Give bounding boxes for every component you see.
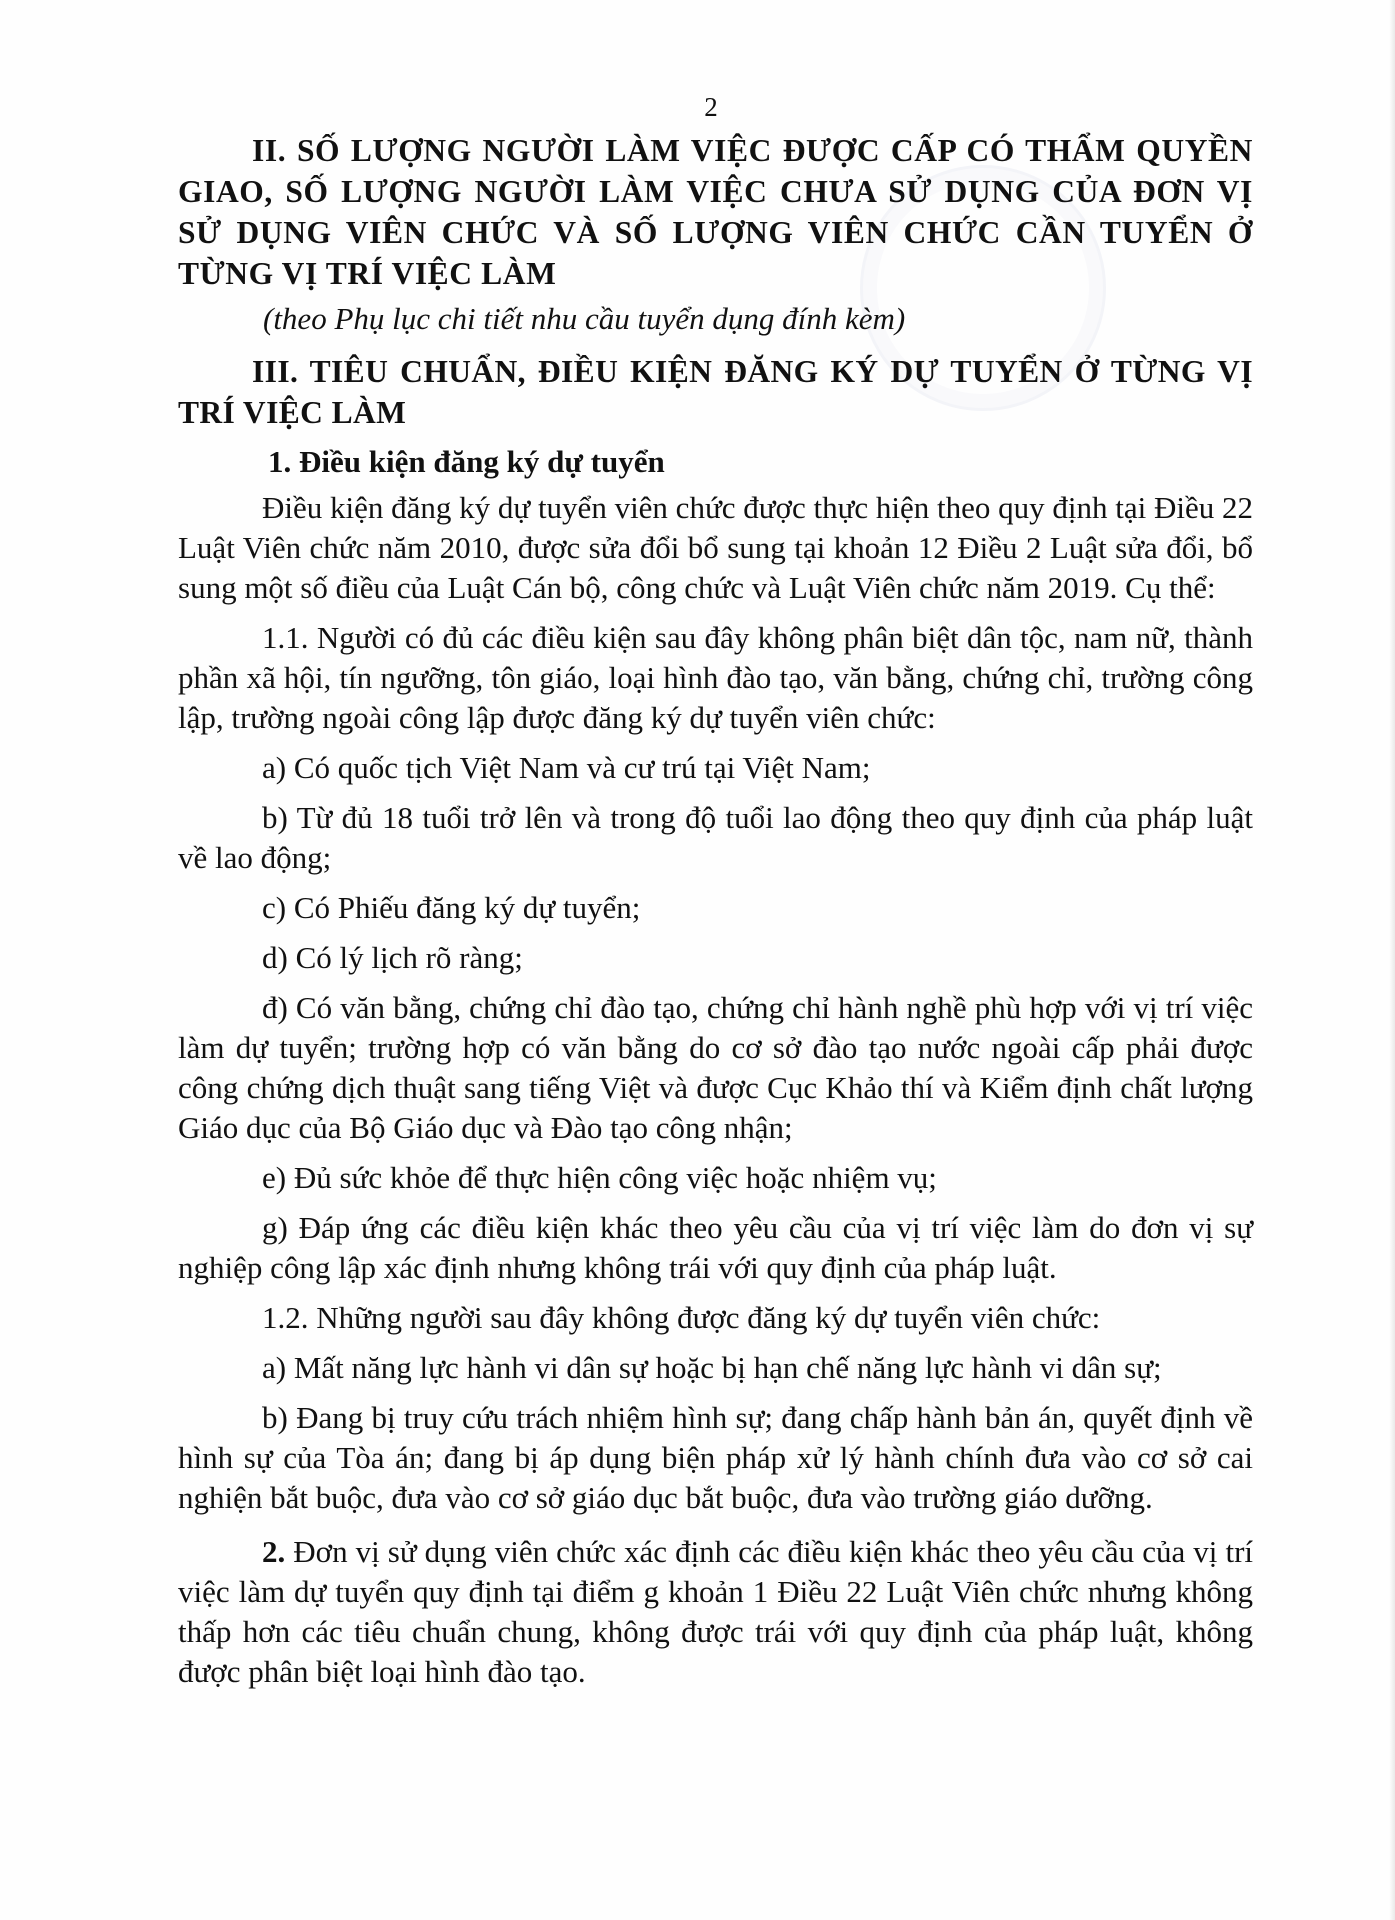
clause-1-1 bbox=[178, 618, 1253, 738]
condition-item bbox=[178, 748, 1253, 788]
condition-a: a) Có quốc tịch Việt Nam và cư trú tại Việt Nam; bbox=[262, 750, 871, 785]
conditions-intro bbox=[178, 488, 1253, 608]
condition-item bbox=[178, 988, 1253, 1148]
clause-2 bbox=[178, 1532, 1253, 1692]
section-iii-heading bbox=[178, 351, 1253, 433]
clause-2-label: 2. bbox=[262, 1534, 286, 1569]
scan-edge-shadow bbox=[1389, 0, 1395, 1920]
clause-1-2-text: 1.2. Những người sau đây không được đăng ký dự tuyển viên chức: bbox=[262, 1300, 1101, 1335]
page-number: 2 bbox=[704, 92, 718, 122]
condition-g: g) Đáp ứng các điều kiện khác theo yêu cầu của vị trí việc làm do đơn vị sự nghiệp công lập xác định nhưng không trái với quy định của pháp luật. bbox=[178, 1210, 1253, 1285]
condition-item bbox=[178, 1208, 1253, 1288]
clause-1-2 bbox=[178, 1298, 1253, 1338]
exclusion-item bbox=[178, 1398, 1253, 1518]
condition-e: e) Đủ sức khỏe để thực hiện công việc hoặc nhiệm vụ; bbox=[262, 1160, 937, 1195]
conditions-intro-text: Điều kiện đăng ký dự tuyển viên chức được thực hiện theo quy định tại Điều 22 Luật Viên chức năm 2010, được sửa đổi bổ sung tại khoản 12 Điều 2 Luật sửa đổi, bổ sung một số điều của Luật Cán bộ, công chức và Luật Viên chức năm 2019. Cụ thể: bbox=[178, 490, 1253, 605]
document-body bbox=[178, 130, 1253, 1692]
condition-b: b) Từ đủ 18 tuổi trở lên và trong độ tuổi lao động theo quy định của pháp luật về lao động; bbox=[178, 800, 1253, 875]
section-iii-title: III. TIÊU CHUẨN, ĐIỀU KIỆN ĐĂNG KÝ DỰ TUYỂN Ở TỪNG VỊ TRÍ VIỆC LÀM bbox=[178, 354, 1253, 430]
condition-item bbox=[178, 888, 1253, 928]
condition-item bbox=[178, 1158, 1253, 1198]
clause-1-1-text: 1.1. Người có đủ các điều kiện sau đây không phân biệt dân tộc, nam nữ, thành phần xã hội, tín ngưỡng, tôn giáo, loại hình đào tạo, văn bằng, chứng chỉ, trường công lập, trường ngoài công lập được đăng ký dự tuyển viên chức: bbox=[178, 620, 1253, 735]
condition-dd: đ) Có văn bằng, chứng chỉ đào tạo, chứng chỉ hành nghề phù hợp với vị trí việc làm dự tuyển; trường hợp có văn bằng do cơ sở đào tạo nước ngoài cấp phải được công chứng dịch thuật sang tiếng Việt và được Cục Khảo thí và Kiểm định chất lượng Giáo dục của Bộ Giáo dục và Đào tạo công nhận; bbox=[178, 990, 1253, 1145]
condition-item bbox=[178, 798, 1253, 878]
section-ii-title: II. SỐ LƯỢNG NGƯỜI LÀM VIỆC ĐƯỢC CẤP CÓ THẨM QUYỀN GIAO, SỐ LƯỢNG NGƯỜI LÀM VIỆC CHƯA SỬ DỤNG CỦA ĐƠN VỊ SỬ DỤNG VIÊN CHỨC VÀ SỐ LƯỢNG VIÊN CHỨC CẦN TUYỂN Ở TỪNG VỊ TRÍ VIỆC LÀM bbox=[178, 133, 1253, 291]
exclusion-b: b) Đang bị truy cứu trách nhiệm hình sự; đang chấp hành bản án, quyết định về hình sự của Tòa án; đang bị áp dụng biện pháp xử lý hành chính đưa vào cơ sở cai nghiện bắt buộc, đưa vào cơ sở giáo dục bắt buộc, đưa vào trường giáo dưỡng. bbox=[178, 1400, 1253, 1515]
appendix-note: (theo Phụ lục chi tiết nhu cầu tuyển dụng đính kèm) bbox=[263, 301, 906, 336]
condition-item bbox=[178, 938, 1253, 978]
clause-2-text: Đơn vị sử dụng viên chức xác định các điều kiện khác theo yêu cầu của vị trí việc làm dự tuyển quy định tại điểm g khoản 1 Điều 22 Luật Viên chức nhưng không thấp hơn các tiêu chuẩn chung, không được trái với quy định của pháp luật, không được phân biệt loại hình đào tạo. bbox=[178, 1534, 1253, 1689]
subsection-1-title: 1. Điều kiện đăng ký dự tuyển bbox=[268, 444, 665, 479]
exclusion-item bbox=[178, 1348, 1253, 1388]
condition-c: c) Có Phiếu đăng ký dự tuyển; bbox=[262, 890, 641, 925]
section-ii-heading bbox=[178, 130, 1253, 294]
condition-d: d) Có lý lịch rõ ràng; bbox=[262, 940, 523, 975]
exclusion-a: a) Mất năng lực hành vi dân sự hoặc bị hạn chế năng lực hành vi dân sự; bbox=[262, 1350, 1162, 1385]
